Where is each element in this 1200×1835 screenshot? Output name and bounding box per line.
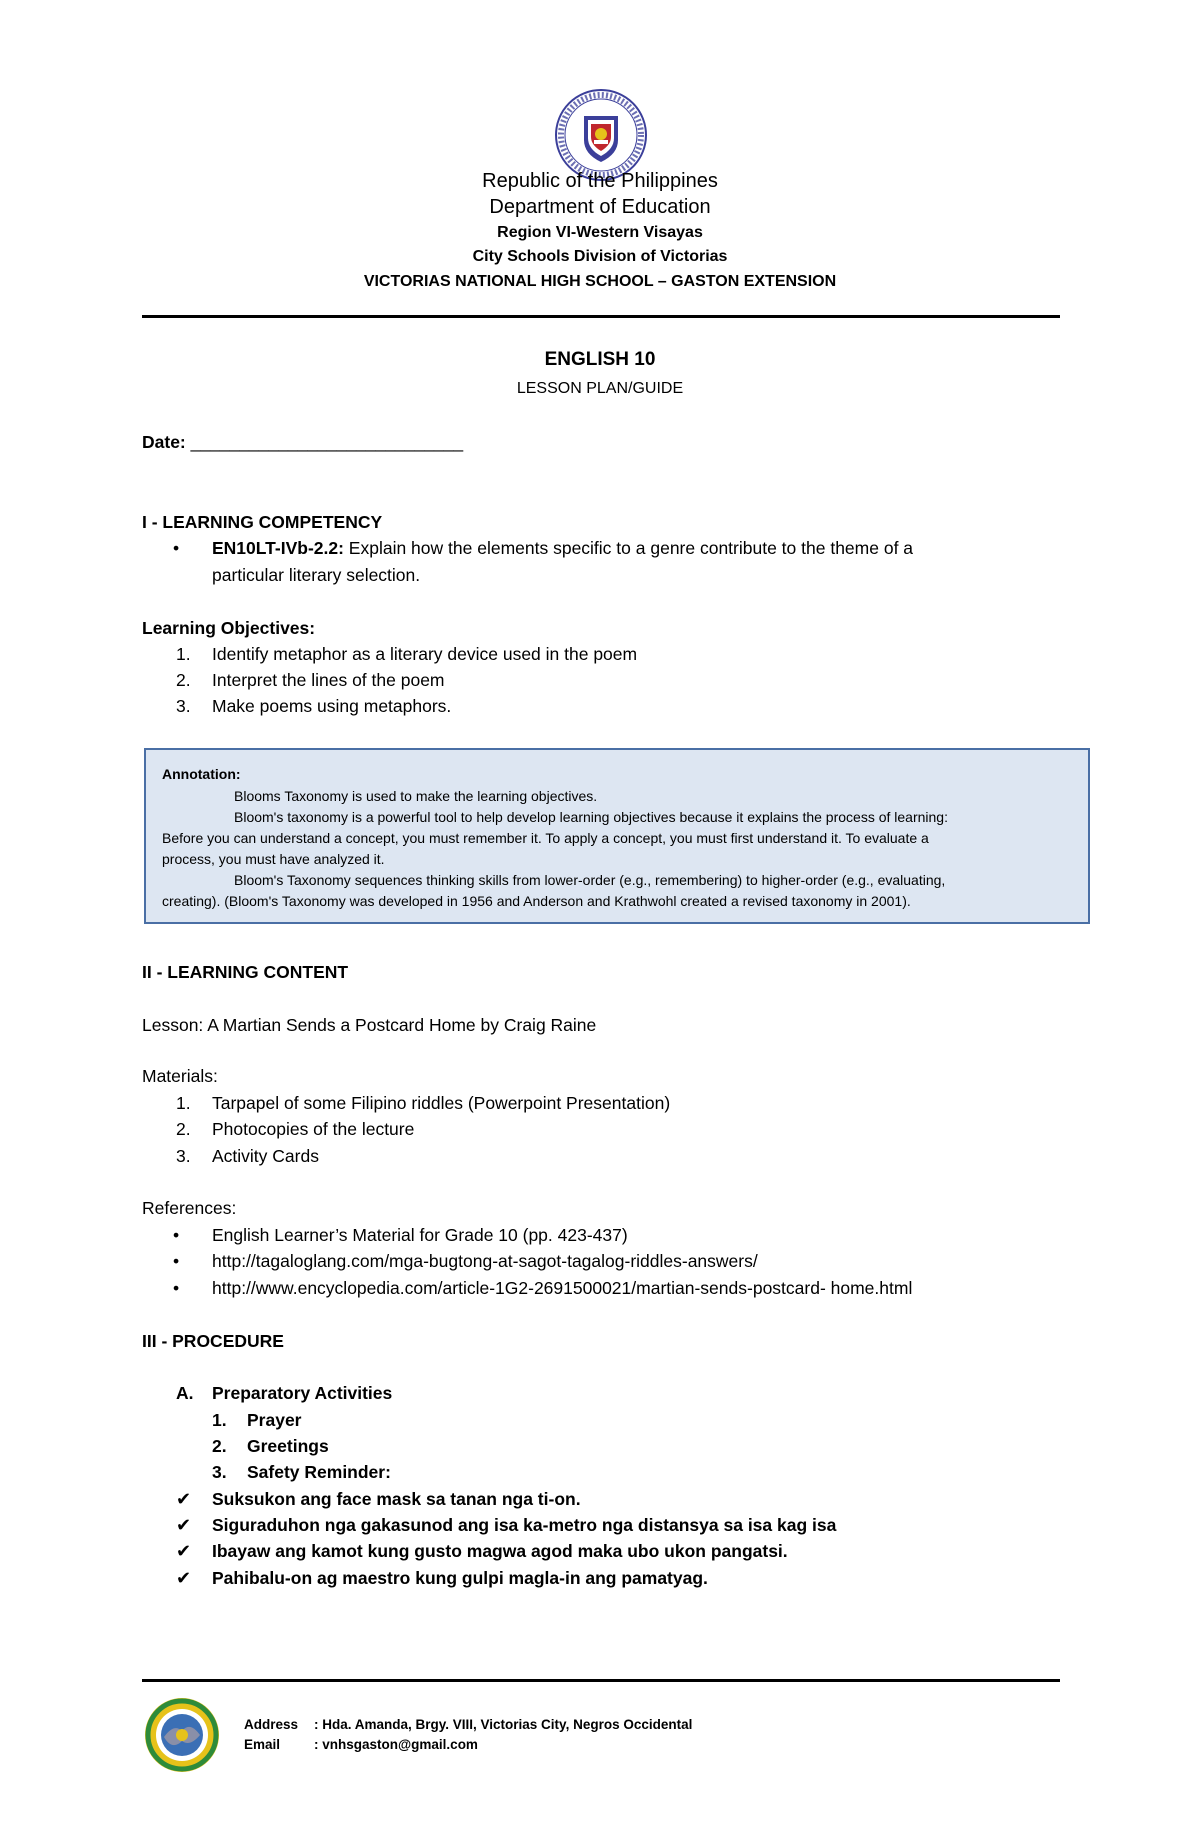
reference-link[interactable]: http://tagaloglang.com/mga-bugtong-at-sagot-tagalog-riddles-answers/ bbox=[212, 1251, 758, 1271]
objectives-label: Learning Objectives: bbox=[142, 618, 316, 638]
list-number: 3. bbox=[176, 1146, 191, 1166]
department-line: Department of Education bbox=[489, 196, 711, 218]
bullet-icon: • bbox=[173, 1225, 180, 1245]
step-item: Greetings bbox=[247, 1436, 329, 1456]
school-seal-icon bbox=[144, 1697, 220, 1773]
checkmark-icon: ✔ bbox=[176, 1541, 192, 1561]
competency-line-2: particular literary selection. bbox=[212, 565, 421, 585]
reminder-item: Suksukon ang face mask sa tanan nga ti-on. bbox=[212, 1489, 581, 1509]
division-line: City Schools Division of Victorias bbox=[472, 248, 728, 265]
bullet-icon: • bbox=[173, 1251, 180, 1271]
bullet-icon: • bbox=[173, 538, 180, 558]
region-line: Region VI-Western Visayas bbox=[497, 224, 703, 241]
deped-seal-icon bbox=[554, 88, 648, 182]
date-row bbox=[142, 429, 463, 455]
reference-item: English Learner’s Material for Grade 10 (pp. 423-437) bbox=[212, 1225, 628, 1245]
competency-text: Explain how the elements specific to a genre contribute to the theme of a bbox=[343, 538, 914, 558]
objective-item: Interpret the lines of the poem bbox=[212, 670, 445, 690]
section-1-heading: I - LEARNING COMPETENCY bbox=[142, 512, 383, 532]
step-item: Safety Reminder: bbox=[247, 1462, 391, 1482]
list-number: 1. bbox=[176, 644, 191, 664]
school-line: VICTORIAS NATIONAL HIGH SCHOOL – GASTON EXTENSION bbox=[363, 273, 837, 290]
lesson-title: Lesson: A Martian Sends a Postcard Home by Craig Raine bbox=[142, 1015, 597, 1035]
annotation-line: Blooms Taxonomy is used to make the learning objectives. bbox=[234, 788, 598, 804]
material-item: Activity Cards bbox=[212, 1146, 319, 1166]
address-value: : Hda. Amanda, Brgy. VIII, Victorias City, Negros Occidental bbox=[314, 1717, 693, 1732]
material-item: Tarpapel of some Filipino riddles (Powerpoint Presentation) bbox=[212, 1093, 671, 1113]
header-divider bbox=[142, 315, 1060, 318]
checkmark-icon: ✔ bbox=[176, 1568, 192, 1588]
annotation-label: Annotation: bbox=[162, 766, 241, 782]
reminder-item: Pahibalu-on ag maestro kung gulpi magla-in ang pamatyag. bbox=[212, 1568, 708, 1588]
annotation-line: process, you must have analyzed it. bbox=[162, 851, 385, 867]
annotation-line: Bloom's taxonomy is a powerful tool to help develop learning objectives because it explains the process of learning: bbox=[234, 809, 948, 825]
objective-item: Make poems using metaphors. bbox=[212, 696, 452, 716]
materials-label: Materials: bbox=[142, 1066, 218, 1086]
date-label: Date: bbox=[142, 432, 186, 452]
footer-divider bbox=[142, 1679, 1060, 1682]
reference-link[interactable]: http://www.encyclopedia.com/article-1G2-2691500021/martian-sends-postcard- home.html bbox=[212, 1278, 913, 1298]
list-number: 3. bbox=[176, 696, 191, 716]
list-number: 2. bbox=[176, 1119, 191, 1139]
date-blank: ____________________________ bbox=[190, 432, 464, 452]
list-number: 1. bbox=[176, 1093, 191, 1113]
annotation-line: Bloom's Taxonomy sequences thinking skills from lower-order (e.g., remembering) to higher-order (e.g., evaluating, bbox=[234, 872, 946, 888]
reminder-item: Siguraduhon nga gakasunod ang isa ka-metro nga distansya sa isa kag isa bbox=[212, 1515, 837, 1535]
subject-title: ENGLISH 10 bbox=[544, 349, 656, 370]
annotation-box bbox=[144, 748, 1090, 924]
email-value: : vnhsgaston@gmail.com bbox=[314, 1737, 478, 1752]
objective-item: Identify metaphor as a literary device used in the poem bbox=[212, 644, 638, 664]
part-a-heading: Preparatory Activities bbox=[212, 1383, 393, 1403]
annotation-line: creating). (Bloom's Taxonomy was developed in 1956 and Anderson and Krathwohl created a revised taxonomy in 2001). bbox=[162, 893, 911, 909]
section-2-heading: II - LEARNING CONTENT bbox=[142, 962, 349, 982]
reminder-item: Ibayaw ang kamot kung gusto magwa agod maka ubo ukon pangatsi. bbox=[212, 1541, 788, 1561]
step-item: Prayer bbox=[247, 1410, 302, 1430]
references-label: References: bbox=[142, 1198, 237, 1218]
list-number: 3. bbox=[212, 1462, 227, 1482]
email-label: Email bbox=[244, 1737, 281, 1752]
checkmark-icon: ✔ bbox=[176, 1515, 192, 1535]
doc-type-title: LESSON PLAN/GUIDE bbox=[516, 380, 684, 397]
country-line: Republic of the Philippines bbox=[482, 170, 718, 192]
material-item: Photocopies of the lecture bbox=[212, 1119, 415, 1139]
list-letter: A. bbox=[176, 1383, 194, 1403]
checkmark-icon: ✔ bbox=[176, 1489, 192, 1509]
section-3-heading: III - PROCEDURE bbox=[142, 1331, 284, 1351]
address-label: Address bbox=[244, 1717, 299, 1732]
list-number: 2. bbox=[212, 1436, 227, 1456]
list-number: 1. bbox=[212, 1410, 227, 1430]
bullet-icon: • bbox=[173, 1278, 180, 1298]
competency-code: EN10LT-IVb-2.2: bbox=[212, 538, 344, 558]
competency-line-1 bbox=[212, 535, 913, 561]
annotation-line: Before you can understand a concept, you must remember it. To apply a concept, you must first understand it. To evaluate a bbox=[162, 830, 929, 846]
list-number: 2. bbox=[176, 670, 191, 690]
